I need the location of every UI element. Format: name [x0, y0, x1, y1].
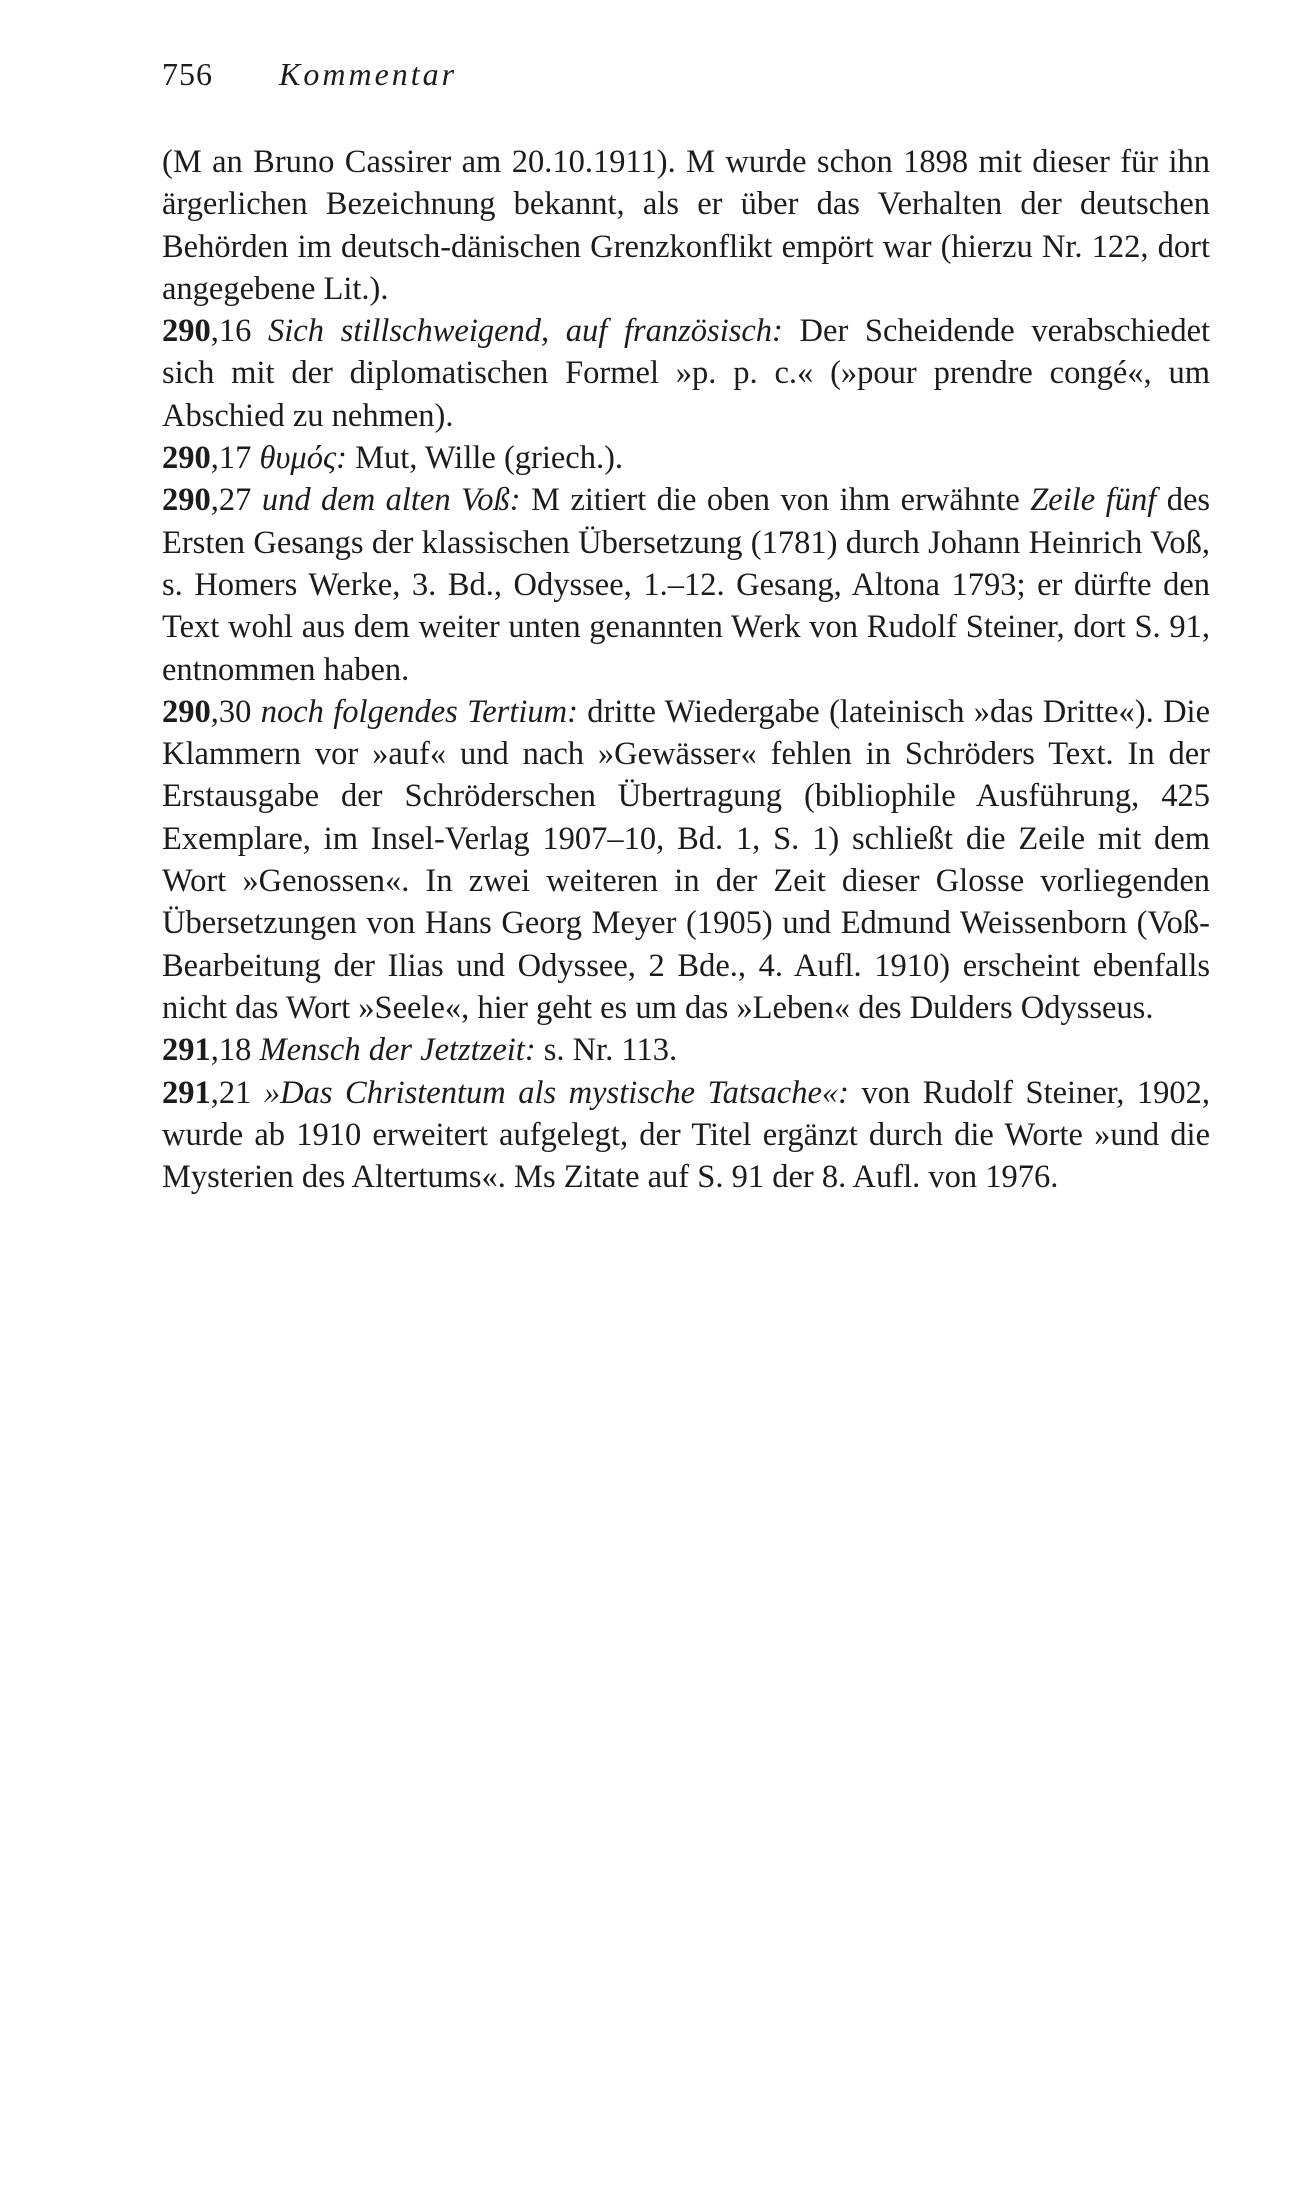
entry-ref-line: ,18 — [210, 1032, 252, 1069]
entry-text: s. Nr. 113. — [543, 1032, 678, 1069]
entry-ref-page: 290 — [162, 482, 211, 519]
entry-ref-page: 290 — [162, 313, 211, 350]
commentary-entry — [162, 1029, 1210, 1071]
entry-lemma-inline: Zeile fünf — [1030, 482, 1157, 519]
running-head: Kommentar — [279, 56, 458, 92]
commentary-entry — [162, 1072, 1210, 1199]
entry-ref-line: ,16 — [210, 313, 252, 350]
entry-text-continued: des Ersten Gesangs der klassischen Übersetzung (1781) durch Johann Heinrich Voß, s. Homers Werke, 3. Bd., Odyssee, 1.–12. Gesang, Altona 1793; er dürfte den Text wohl aus dem weiter unten genannten Werk von Rudolf Steiner, dort S. 91, entnommen haben. — [162, 482, 1211, 688]
entry-text: M zitiert die oben von ihm erwähnte — [531, 482, 1020, 519]
entry-ref-page: 291 — [162, 1032, 211, 1069]
entry-text: (M an Bruno Cassirer am 20.10.1911). M wurde schon 1898 mit dieser für ihn ärgerlichen Bezeichnung bekannt, als er über das Verhalten der deutschen Behörden im deutsch-dänischen Grenzkonflikt empört war (hierzu Nr. 122, dort angegebene Lit.). — [162, 144, 1210, 307]
commentary-continuation — [162, 141, 1210, 310]
entry-lemma: Mensch der Jetztzeit: — [259, 1032, 536, 1069]
commentary-entry — [162, 310, 1210, 437]
commentary-entry — [162, 479, 1210, 690]
entry-ref-line: ,30 — [210, 693, 252, 730]
page-number: 756 — [162, 56, 213, 92]
entry-lemma: und dem alten Voß: — [261, 482, 521, 519]
page-header — [162, 54, 457, 94]
entry-ref-page: 290 — [162, 693, 211, 730]
entry-text: Der Scheidende verabschiedet sich mit der diplomatischen Formel »p. p. c.« (»pour prendre congé«, um Abschied zu nehmen). — [162, 313, 1211, 434]
entry-ref-line: ,21 — [210, 1074, 252, 1111]
commentary-entry — [162, 691, 1210, 1029]
commentary-body — [162, 141, 1210, 1198]
entry-lemma: noch folgendes Tertium: — [260, 693, 578, 730]
entry-text: Mut, Wille (griech.). — [355, 440, 624, 477]
commentary-entry — [162, 437, 1210, 479]
entry-ref-page: 291 — [162, 1074, 211, 1111]
entry-text: von Rudolf Steiner, 1902, wurde ab 1910 erweitert aufgelegt, der Titel ergänzt durch die Worte »und die Mysterien des Altertums«. Ms Zitate auf S. 91 der 8. Aufl. von 1976. — [162, 1074, 1211, 1196]
entry-text: dritte Wiedergabe (lateinisch »das Dritte«). Die Klammern vor »auf« und nach »Gewässer« fehlen in Schröders Text. In der Erstausgabe der Schröderschen Übertragung (bibliophile Ausführung, 425 Exemplare, im Insel-Verlag 1907–10, Bd. 1, S. 1) schließt die Zeile mit dem Wort »Genossen«. In zwei weiteren in der Zeit dieser Glosse vorliegenden Übersetzungen von Hans Georg Meyer (1905) und Edmund Weissenborn (Voß-Bearbeitung der Ilias und Odyssee, 2 Bde., 4. Aufl. 1910) erscheint ebenfalls nicht das Wort »Seele«, hier geht es um das »Leben« des Dulders Odysseus. — [162, 693, 1211, 1026]
entry-lemma: θυμός: — [259, 440, 347, 477]
entry-ref-line: ,27 — [210, 482, 252, 519]
entry-ref-page: 290 — [162, 440, 211, 477]
entry-lemma: »Das Christentum als mystische Tatsache«: — [263, 1074, 849, 1111]
entry-ref-line: ,17 — [210, 440, 252, 477]
entry-lemma: Sich stillschweigend, auf französisch: — [268, 313, 783, 350]
